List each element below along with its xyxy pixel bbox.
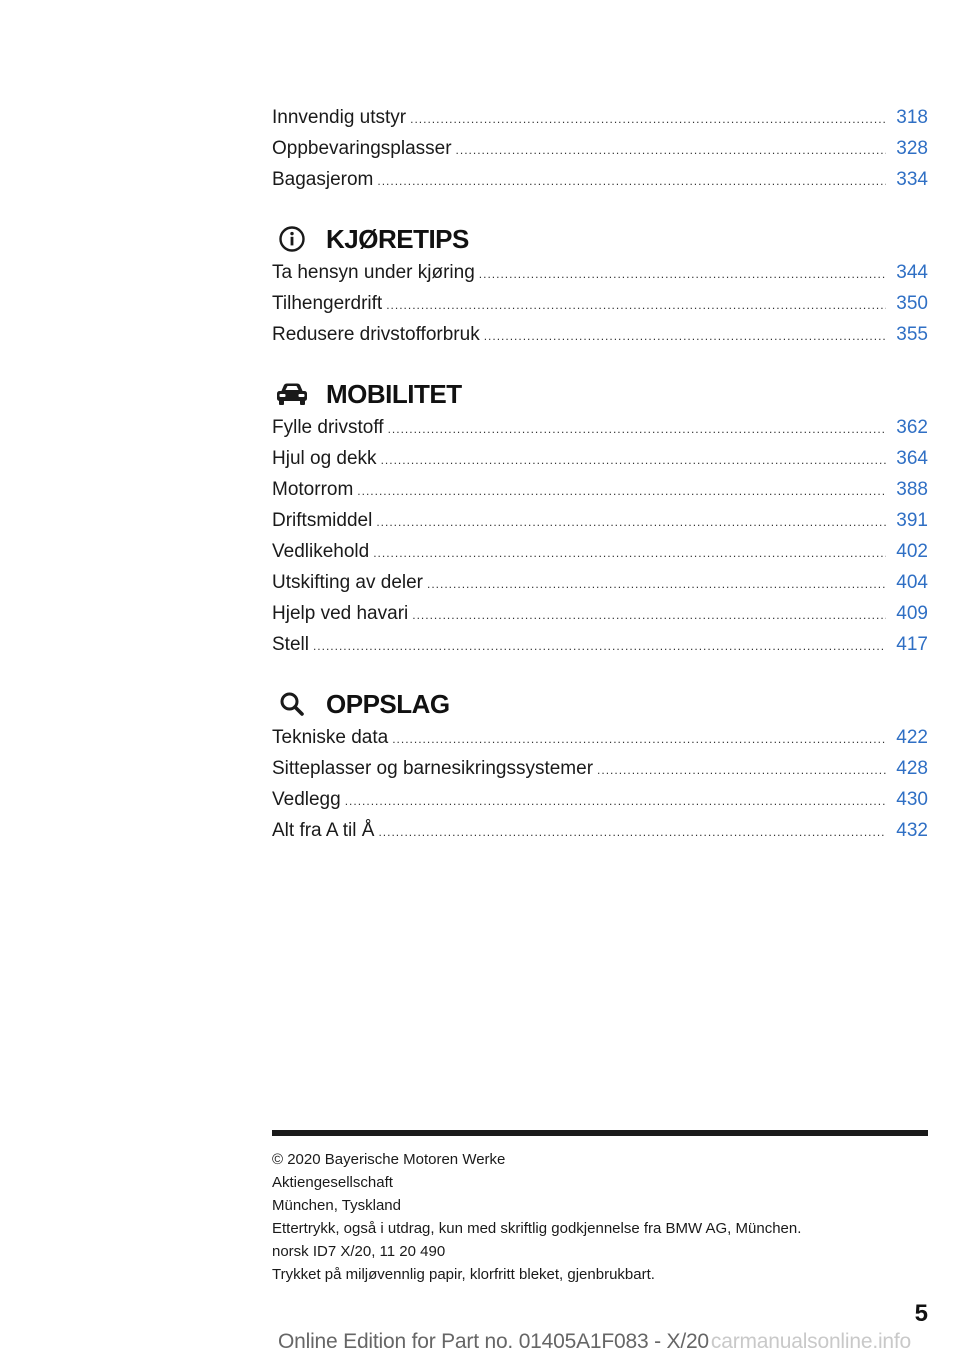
toc-page-link[interactable]: 409 [896,603,928,624]
toc-entry-label: Sitteplasser og barnesikringssystemer [272,758,594,779]
toc-entry-label: Driftsmiddel [272,510,373,531]
dot-leader [388,414,886,445]
dot-leader [381,445,886,476]
toc-entry[interactable] [272,815,928,846]
toc-entry[interactable] [272,102,928,133]
dot-leader [597,755,886,786]
dot-leader [427,569,886,600]
section-heading [272,224,928,254]
toc-page-link[interactable]: 362 [896,417,928,438]
dot-leader [484,321,886,352]
toc-entry[interactable] [272,505,928,536]
toc-page-link[interactable]: 355 [896,324,928,345]
footer-divider [272,1130,928,1136]
toc-entry[interactable] [272,319,928,350]
toc-section-mobilitet [272,379,928,660]
dot-leader [392,724,886,755]
toc-page-link[interactable]: 404 [896,572,928,593]
imprint-line: Ettertrykk, også i utdrag, kun med skriftlig godkjennelse fra BMW AG, München. [272,1220,802,1237]
search-icon [272,689,312,719]
toc-entry-label: Ta hensyn under kjøring [272,262,475,283]
toc-page-link[interactable]: 334 [896,169,928,190]
dot-leader [373,538,886,569]
imprint-line: © 2020 Bayerische Motoren Werke [272,1151,506,1168]
toc-page-link[interactable]: 364 [896,448,928,469]
toc-page-link[interactable]: 402 [896,541,928,562]
toc-group-intro [272,102,928,195]
toc-page-link[interactable]: 344 [896,262,928,283]
dot-leader [386,290,886,321]
toc-page-link[interactable]: 428 [896,758,928,779]
toc-entry-label: Utskifting av deler [272,572,424,593]
edition-watermark [278,1330,911,1354]
toc-entry-label: Tekniske data [272,727,389,748]
toc-page-link[interactable]: 417 [896,634,928,655]
imprint-line: Trykket på miljøvennlig papir, klorfritt bleket, gjenbrukbart. [272,1266,655,1283]
toc-entry-label: Innvendig utstyr [272,107,407,128]
toc-entry-label: Alt fra A til Å [272,820,375,841]
dot-leader [357,476,886,507]
toc-entry-label: Stell [272,634,309,655]
table-of-contents [272,102,928,846]
watermark-brand: carmanualsonline.info [710,1330,912,1353]
section-title: MOBILITET [326,378,462,409]
toc-entry[interactable] [272,784,928,815]
section-heading [272,379,928,409]
toc-entry-label: Motorrom [272,479,354,500]
toc-entry[interactable] [272,567,928,598]
section-title: KJØRETIPS [326,223,469,254]
info-circle-icon [272,224,312,254]
toc-entry-label: Bagasjerom [272,169,374,190]
dot-leader [377,166,886,197]
toc-entry[interactable] [272,629,928,660]
imprint-line: norsk ID7 X/20, 11 20 490 [272,1243,446,1260]
edition-text: Online Edition for Part no. 01405A1F083 - X/20 [278,1330,709,1353]
car-icon [272,379,312,409]
dot-leader [376,507,886,538]
toc-entry[interactable] [272,133,928,164]
toc-entry[interactable] [272,753,928,784]
toc-page-link[interactable]: 388 [896,479,928,500]
toc-entry-label: Vedlegg [272,789,341,810]
dot-leader [378,817,886,848]
toc-page-link[interactable]: 422 [896,727,928,748]
toc-entry[interactable] [272,288,928,319]
toc-entry[interactable] [272,164,928,195]
toc-entry[interactable] [272,598,928,629]
toc-entry-label: Fylle drivstoff [272,417,384,438]
dot-leader [313,631,886,662]
toc-entry-label: Hjelp ved havari [272,603,409,624]
toc-entry[interactable] [272,722,928,753]
imprint-line: Aktiengesellschaft [272,1174,393,1191]
imprint-line: München, Tyskland [272,1197,401,1214]
toc-section-oppslag [272,689,928,846]
toc-page-link[interactable]: 328 [896,138,928,159]
dot-leader [412,600,886,631]
dot-leader [345,786,886,817]
toc-entry-label: Redusere drivstofforbruk [272,324,480,345]
toc-page-link[interactable]: 432 [896,820,928,841]
toc-entry-label: Tilhengerdrift [272,293,383,314]
toc-entry[interactable] [272,474,928,505]
toc-page-link[interactable]: 430 [896,789,928,810]
toc-entry[interactable] [272,536,928,567]
toc-section-kjoretips [272,224,928,350]
toc-page-link[interactable]: 318 [896,107,928,128]
page-number: 5 [914,1300,928,1327]
dot-leader [456,135,886,166]
toc-page-link[interactable]: 350 [896,293,928,314]
section-heading [272,689,928,719]
dot-leader [410,104,886,135]
toc-page-link[interactable]: 391 [896,510,928,531]
toc-entry-label: Hjul og dekk [272,448,377,469]
imprint-block [272,1148,928,1286]
toc-entry-label: Oppbevaringsplasser [272,138,452,159]
toc-entry-label: Vedlikehold [272,541,370,562]
toc-entry[interactable] [272,412,928,443]
section-title: OPPSLAG [326,688,450,719]
toc-entry[interactable] [272,443,928,474]
dot-leader [479,259,886,290]
toc-entry[interactable] [272,257,928,288]
